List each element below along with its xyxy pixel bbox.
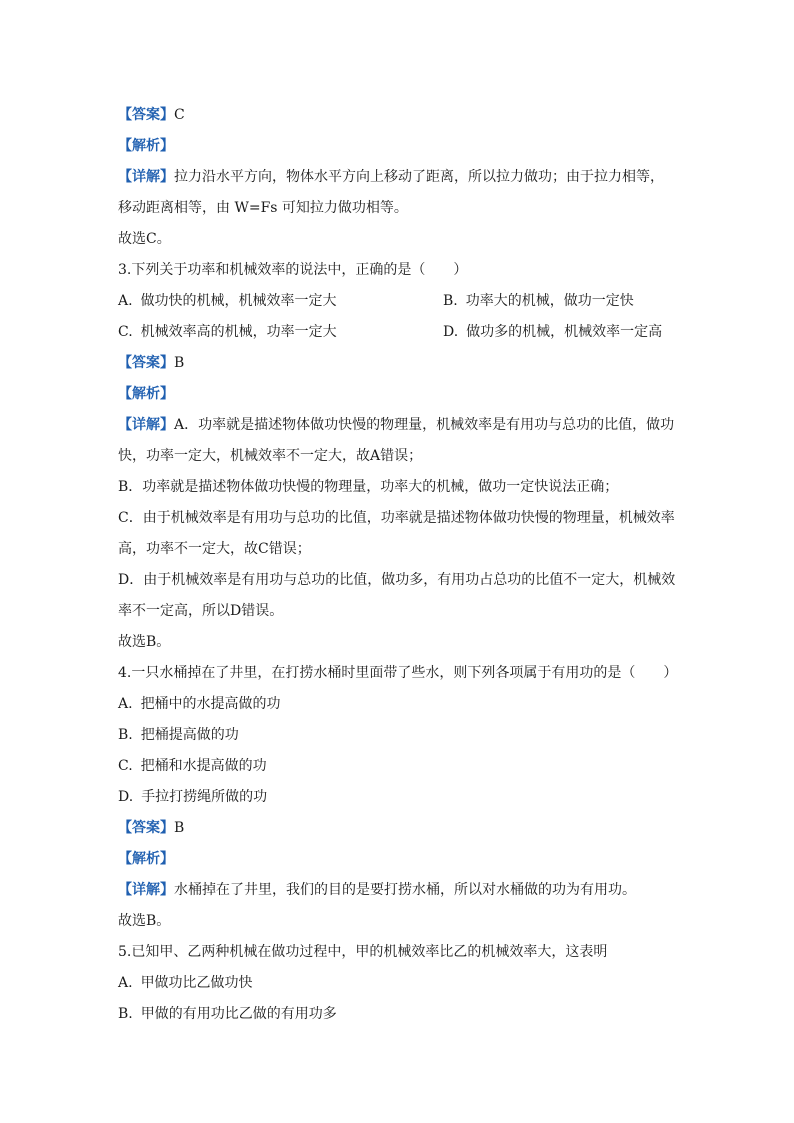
q3-detail-line-1: [118, 410, 678, 441]
answer-value: B: [174, 820, 185, 836]
q3-conclusion: 故选B。: [118, 634, 171, 650]
answer-value: C: [174, 107, 185, 123]
answer-tag: 【答案】: [118, 820, 174, 836]
q3-stem: 3.下列关于功率和机械效率的说法中，正确的是（ ）: [118, 262, 468, 278]
q3-options-row-2: [118, 317, 678, 348]
q4-conclusion: 故选B。: [118, 913, 171, 929]
detail-tag: 【详解】: [118, 169, 174, 185]
q3-detail-line-3: B．功率就是描述物体做功快慢的物理量，功率大的机械，做功一定快说法正确；: [118, 479, 619, 495]
q3-option-c: C. 机械效率高的机械，功率一定大: [118, 324, 337, 340]
q4-option-a: A. 把桶中的水提高做的功: [118, 696, 281, 712]
detail-tag: 【详解】: [118, 417, 174, 433]
answer-tag: 【答案】: [118, 355, 174, 371]
q4-option-b: B. 把桶提高做的功: [118, 727, 239, 743]
q3-analysis-line: [118, 379, 678, 410]
q4-analysis-line: [118, 844, 678, 875]
q4-stem: 4.一只水桶掉在了井里，在打捞水桶时里面带了些水，则下列各项属于有用功的是（ ）: [118, 665, 678, 681]
q3-options-row-1: [118, 286, 678, 317]
q4-detail-line-1: [118, 875, 678, 906]
q3-option-b: B. 功率大的机械，做功一定快: [443, 293, 634, 309]
q3-detail-line-7: 率不一定高，所以D错误。: [118, 603, 284, 619]
q3-option-d: D. 做功多的机械，机械效率一定高: [443, 324, 663, 340]
analysis-tag: 【解析】: [118, 851, 174, 867]
detail-text: 拉力沿水平方向，物体水平方向上移动了距离，所以拉力做功；由于拉力相等，: [174, 169, 664, 185]
q3-detail-line-2: 快，功率一定大，机械效率不一定大，故A错误；: [118, 448, 423, 464]
answer-tag: 【答案】: [118, 107, 174, 123]
q5-option-b: B. 甲做的有用功比乙做的有用功多: [118, 1006, 337, 1022]
q2-detail-line-1: [118, 162, 678, 193]
q5-option-a: A. 甲做功比乙做功快: [118, 975, 253, 991]
answer-value: B: [174, 355, 185, 371]
q3-detail-line-4: C．由于机械效率是有用功与总功的比值，功率就是描述物体做功快慢的物理量，机械效率: [118, 510, 675, 526]
detail-text: 水桶掉在了井里，我们的目的是要打捞水桶，所以对水桶做的功为有用功。: [174, 882, 636, 898]
q3-answer-line: [118, 348, 678, 379]
q2-detail-line-2: 移动距离相等，由 W=Fs 可知拉力做功相等。: [118, 200, 408, 216]
analysis-tag: 【解析】: [118, 138, 174, 154]
q4-answer-line: [118, 813, 678, 844]
q5-stem: 5.已知甲、乙两种机械在做功过程中，甲的机械效率比乙的机械效率大，这表明: [118, 944, 608, 960]
q2-conclusion: 故选C。: [118, 231, 171, 247]
analysis-tag: 【解析】: [118, 386, 174, 402]
document-page: [118, 100, 678, 1030]
q3-detail-line-5: 高，功率不一定大，故C错误；: [118, 541, 311, 557]
q4-option-c: C. 把桶和水提高做的功: [118, 758, 267, 774]
q3-detail-line-6: D．由于机械效率是有用功与总功的比值，做功多，有用功占总功的比值不一定大，机械效: [118, 572, 676, 588]
q2-analysis-line: [118, 131, 678, 162]
q2-answer-line: [118, 100, 678, 131]
detail-text: A．功率就是描述物体做功快慢的物理量，机械效率是有用功与总功的比值，做功: [174, 417, 675, 433]
detail-tag: 【详解】: [118, 882, 174, 898]
q4-option-d: D. 手拉打捞绳所做的功: [118, 789, 268, 805]
q3-option-a: A. 做功快的机械，机械效率一定大: [118, 293, 337, 309]
